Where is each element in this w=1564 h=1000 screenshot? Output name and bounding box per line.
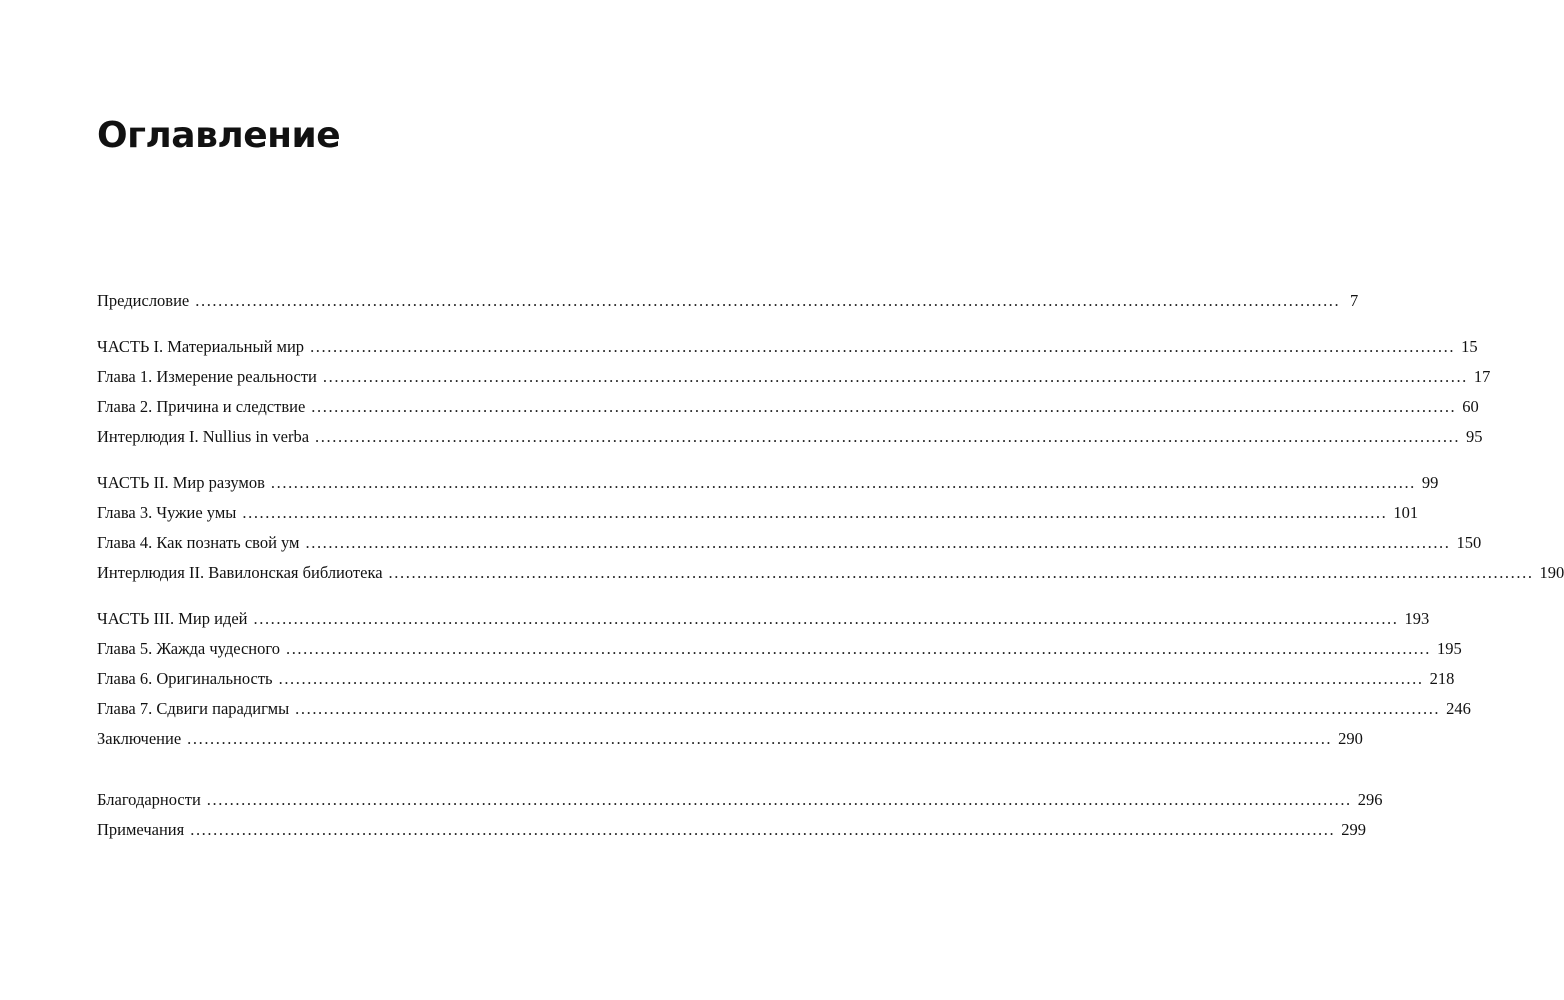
toc-entry-label: Глава 6. Оригинальность — [97, 669, 273, 688]
toc-entry-page: 101 — [1393, 503, 1419, 522]
dot-leader: ........................................................................................................................................................................................................ — [388, 563, 1534, 582]
dot-leader: ........................................................................................................................................................................................................ — [242, 503, 1388, 522]
dot-leader: ........................................................................................................................................................................................................ — [315, 427, 1461, 446]
dot-leader: ........................................................................................................................................................................................................ — [278, 669, 1424, 688]
dot-leader: ........................................................................................................................................................................................................ — [190, 820, 1336, 839]
toc-entry-label: Глава 7. Сдвиги парадигмы — [97, 699, 290, 718]
toc-entry-chapter-7[interactable] — [97, 694, 1471, 724]
dot-leader: ........................................................................................................................................................................................................ — [285, 639, 1431, 658]
dot-leader: ........................................................................................................................................................................................................ — [270, 473, 1416, 492]
toc-entry-preface[interactable] — [97, 286, 1359, 316]
toc-entry-page: 195 — [1436, 639, 1462, 658]
toc-entry-part-3[interactable] — [97, 604, 1430, 634]
toc-entry-page: 60 — [1462, 397, 1479, 416]
toc-entry-page: 246 — [1446, 699, 1471, 718]
toc-entry-interlude-1[interactable] — [97, 422, 1483, 452]
toc-entry-label: Благодарности — [97, 790, 201, 809]
toc-entry-chapter-2[interactable] — [97, 392, 1479, 422]
dot-leader: ........................................................................................................................................................................................................ — [195, 291, 1341, 310]
toc-entry-conclusion[interactable] — [97, 724, 1363, 754]
toc-entry-chapter-1[interactable] — [97, 362, 1491, 392]
dot-leader: ........................................................................................................................................................................................................ — [187, 729, 1333, 748]
toc-entry-page: 15 — [1461, 337, 1478, 356]
toc-entry-label: Глава 3. Чужие умы — [97, 503, 237, 522]
page-title: Оглавление — [97, 115, 341, 156]
toc-entry-label: ЧАСТЬ II. Мир разумов — [97, 473, 265, 492]
dot-leader: ........................................................................................................................................................................................................ — [206, 790, 1352, 809]
toc-entry-label: Примечания — [97, 820, 185, 839]
toc-entry-label: Предисловие — [97, 291, 190, 310]
toc-entry-label: Глава 4. Как познать свой ум — [97, 533, 300, 552]
toc-entry-label: Глава 2. Причина и следствие — [97, 397, 306, 416]
toc-entry-label: Заключение — [97, 729, 182, 748]
toc-entry-page: 7 — [1350, 291, 1359, 310]
toc-entry-page: 299 — [1341, 820, 1366, 839]
toc-entry-chapter-5[interactable] — [97, 634, 1462, 664]
toc-entry-label: Интерлюдия I. Nullius in verba — [97, 427, 310, 446]
toc-entry-page: 296 — [1357, 790, 1383, 809]
toc-entry-label: Глава 5. Жажда чудесного — [97, 639, 280, 658]
toc-entry-page: 218 — [1429, 669, 1455, 688]
toc-entry-label: Глава 1. Измерение реальности — [97, 367, 317, 386]
toc-entry-acknowledgements[interactable] — [97, 785, 1383, 815]
table-of-contents — [97, 286, 1564, 845]
dot-leader: ........................................................................................................................................................................................................ — [305, 533, 1451, 552]
toc-entry-part-1[interactable] — [97, 332, 1478, 362]
toc-entry-part-2[interactable] — [97, 468, 1439, 498]
toc-entry-chapter-4[interactable] — [97, 528, 1482, 558]
toc-entry-page: 17 — [1473, 367, 1491, 386]
dot-leader: ........................................................................................................................................................................................................ — [322, 367, 1468, 386]
toc-entry-page: 190 — [1539, 563, 1564, 582]
toc-entry-page: 99 — [1421, 473, 1439, 492]
toc-entry-label: ЧАСТЬ III. Мир идей — [97, 609, 248, 628]
toc-entry-chapter-6[interactable] — [97, 664, 1455, 694]
toc-entry-label: ЧАСТЬ I. Материальный мир — [97, 337, 305, 356]
toc-entry-interlude-2[interactable] — [97, 558, 1564, 588]
dot-leader: ........................................................................................................................................................................................................ — [295, 699, 1441, 718]
toc-entry-page: 193 — [1404, 609, 1430, 628]
toc-entry-chapter-3[interactable] — [97, 498, 1419, 528]
toc-entry-notes[interactable] — [97, 815, 1366, 845]
dot-leader: ........................................................................................................................................................................................................ — [253, 609, 1399, 628]
dot-leader: ........................................................................................................................................................................................................ — [310, 337, 1456, 356]
dot-leader: ........................................................................................................................................................................................................ — [311, 397, 1457, 416]
toc-entry-page: 290 — [1338, 729, 1363, 748]
toc-entry-page: 95 — [1466, 427, 1483, 446]
toc-entry-page: 150 — [1456, 533, 1482, 552]
toc-entry-label: Интерлюдия II. Вавилонская библиотека — [97, 563, 383, 582]
